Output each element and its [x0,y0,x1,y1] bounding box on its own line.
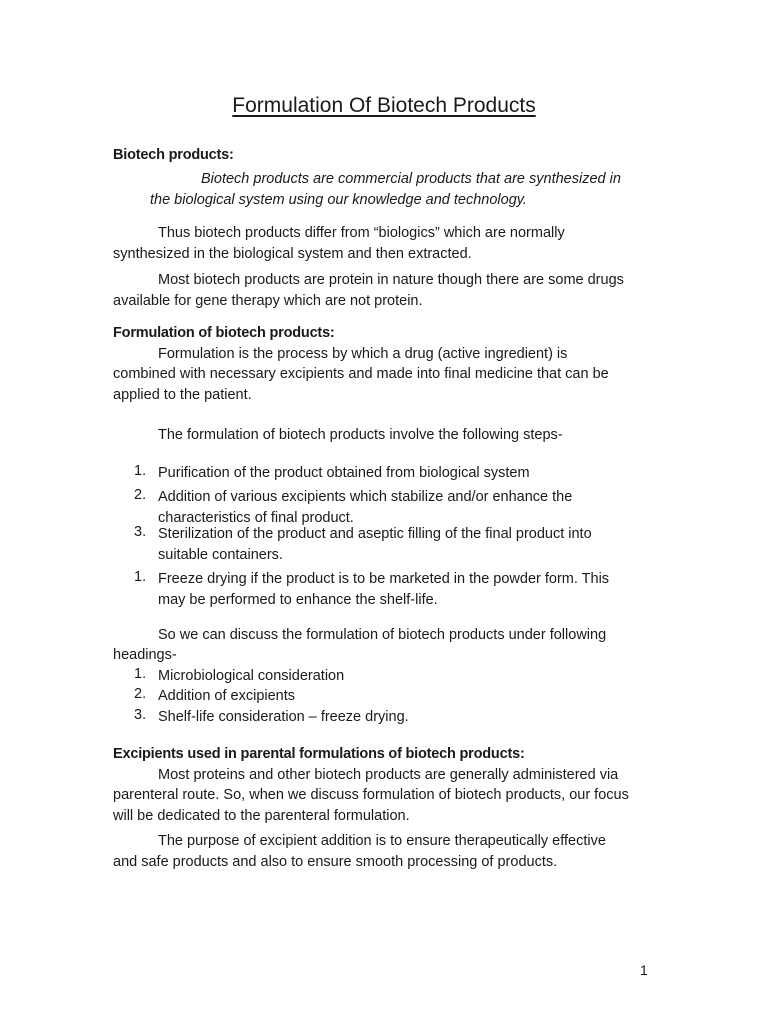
list-number: 2. [134,487,147,503]
list-number: 3. [134,707,147,723]
paragraph-line: headings- [113,647,177,663]
section-heading-biotech-products: Biotech products: [113,147,234,163]
section-heading-formulation: Formulation of biotech products: [113,325,335,341]
intro-line-1: Biotech products are commercial products that are synthesized in [201,171,621,187]
paragraph-line: The purpose of excipient addition is to ensure therapeutically effective [158,833,606,849]
list-item-continuation: suitable containers. [158,547,283,563]
paragraph-line: and safe products and also to ensure smooth processing of products. [113,854,558,870]
paragraph-line: parenteral route. So, when we discuss formulation of biotech products, our focus [113,787,629,803]
document-title: Formulation Of Biotech Products [232,94,536,117]
section-heading-excipients: Excipients used in parental formulations of biotech products: [113,746,525,762]
page-number: 1 [640,962,648,978]
list-number: 1. [134,463,147,479]
paragraph-line: combined with necessary excipients and made into final medicine that can be [113,366,609,382]
list-item-continuation: may be performed to enhance the shelf-life. [158,592,438,608]
intro-line-2: the biological system using our knowledge and technology. [150,192,527,208]
paragraph-line: Formulation is the process by which a drug (active ingredient) is [158,346,568,362]
list-number: 1. [134,569,147,585]
list-item-continuation: characteristics of final product. [158,510,354,526]
paragraph-line: Most biotech products are protein in nature though there are some drugs [158,272,624,288]
paragraph-line: available for gene therapy which are not protein. [113,293,423,309]
list-item: Shelf-life consideration – freeze drying. [158,709,409,725]
paragraph-line: Thus biotech products differ from “biologics” which are normally [158,225,565,241]
paragraph-line: will be dedicated to the parenteral formulation. [113,808,410,824]
paragraph-line: Most proteins and other biotech products are generally administered via [158,767,619,783]
paragraph-line: applied to the patient. [113,387,252,403]
steps-intro: The formulation of biotech products involve the following steps- [158,427,563,443]
list-item: Addition of various excipients which stabilize and/or enhance the [158,489,573,505]
list-item: Addition of excipients [158,688,296,704]
paragraph-line: synthesized in the biological system and then extracted. [113,246,472,262]
list-item: Purification of the product obtained from biological system [158,465,530,481]
list-item: Freeze drying if the product is to be marketed in the powder form. This [158,571,610,587]
paragraph-line: So we can discuss the formulation of biotech products under following [158,627,607,643]
list-number: 2. [134,686,147,702]
list-number: 3. [134,524,147,540]
list-item: Sterilization of the product and aseptic filling of the final product into [158,526,592,542]
list-number: 1. [134,666,147,682]
list-item: Microbiological consideration [158,668,345,684]
